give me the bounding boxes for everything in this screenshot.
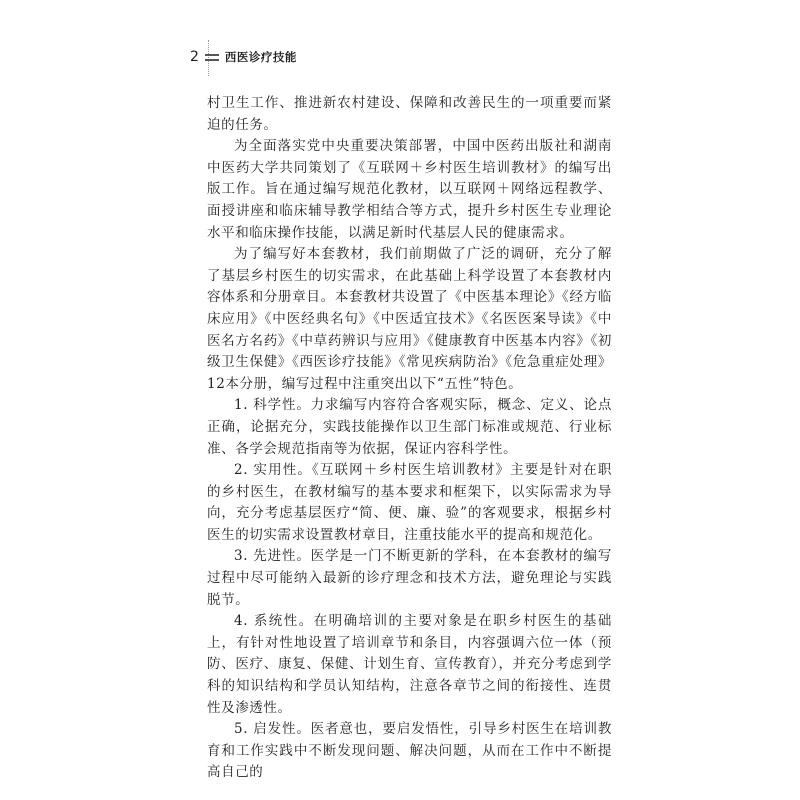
paragraph: 2. 实用性。《互联网＋乡村医生培训教材》主要是针对在职的乡村医生，在教材编写的基本要求和框架下，以实际需求为导向，充分考虑基层医疗“简、便、廉、验”的客观要求，根据乡村医生的切实需求设置教材章目，注重技能水平的提高和规范化。 xyxy=(207,462,612,543)
body-text xyxy=(207,93,612,784)
paragraph: 3. 先进性。医学是一门不断更新的学科，在本套教材的编写过程中尽可能纳入最新的诊疗理念和技术方法，避免理论与实践脱节。 xyxy=(207,548,612,608)
running-header xyxy=(190,47,297,67)
paragraph: 村卫生工作、推进新农村建设、保障和改善民生的一项重要而紧迫的任务。 xyxy=(207,95,612,133)
page-number: 2 xyxy=(190,49,199,65)
paragraph: 4. 系统性。在明确培训的主要对象是在职乡村医生的基础上，有针对性地设置了培训章节和条目，内容强调六位一体（预防、医疗、康复、保健、计划生育、宣传教育），并充分考虑到学科的知识结构和学员认知结构，注意各章节之间的衔接性、连贯性及渗透性。 xyxy=(207,613,612,716)
paragraph: 为了编写好本套教材，我们前期做了广泛的调研，充分了解了基层乡村医生的切实需求，在此基础上科学设置了本套教材内容体系和分册章目。本套教材共设置了《中医基本理论》《经方临床应用》《中医经典名句》《中医适宜技术》《名医医案导读》《中医名方名药》《中草药辨识与应用》《健康教育中医基本内容》《初级卫生保健》《西医诊疗技能》《常见疾病防治》《危急重症处理》12本分册，编写过程中注重突出以下“五性”特色。 xyxy=(207,246,612,392)
running-title: 西医诊疗技能 xyxy=(224,50,297,64)
paragraph: 5. 启发性。医者意也，要启发悟性，引导乡村医生在培训教育和工作实践中不断发现问题、解决问题，从而在工作中不断提高自己的 xyxy=(207,721,612,781)
paragraph: 为全面落实党中央重要决策部署，中国中医药出版社和湖南中医药大学共同策划了《互联网＋乡村医生培训教材》的编写出版工作。旨在通过编写规范化教材，以互联网＋网络远程教学、面授讲座和临床辅导教学相结合等方式，提升乡村医生专业理论水平和临床操作技能，以满足新时代基层人民的健康需求。 xyxy=(207,138,612,241)
paragraph: 1. 科学性。力求编写内容符合客观实际，概念、定义、论点正确，论据充分，实践技能操作以卫生部门标准或规范、行业标准、各学会规范指南等为依据，保证内容科学性。 xyxy=(207,397,612,457)
header-ornament-icon xyxy=(205,54,219,61)
